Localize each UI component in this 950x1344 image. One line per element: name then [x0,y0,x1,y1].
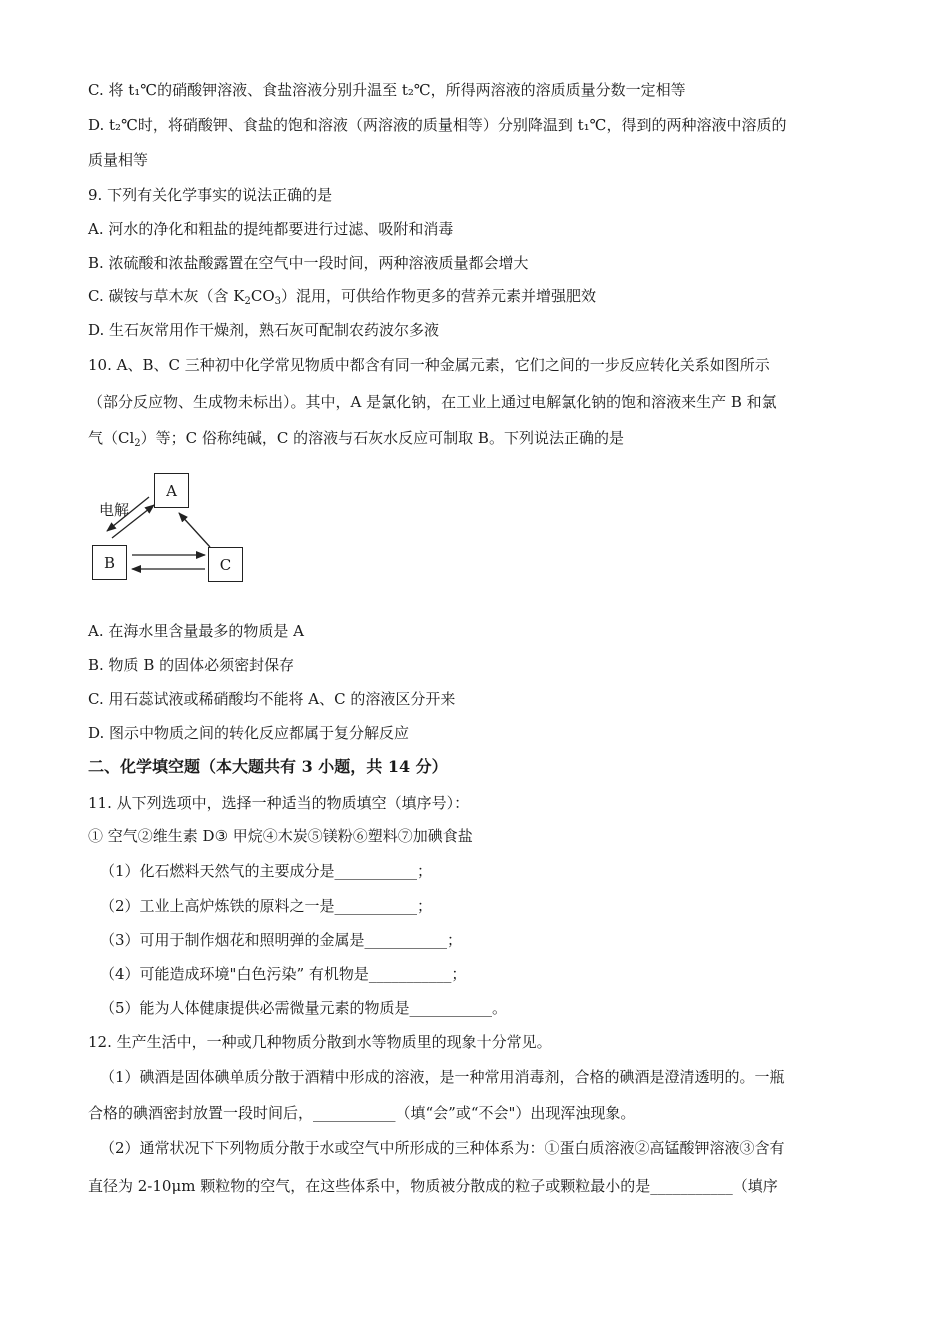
q11-part4: （4）可能造成环境"白色污染” 有机物是___________； [100,965,467,983]
q10-option-d: D. 图示中物质之间的转化反应都属于复分解反应 [88,724,410,742]
conversion-diagram [88,465,258,590]
q8-option-d: D. t₂℃时，将硝酸钾、食盐的饱和溶液（两溶液的质量相等）分别降温到 t₁℃，得到的两种溶液中溶质的 [88,116,787,134]
q12-part2-line2: 直径为 2-10μm 颗粒物的空气，在这些体系中，物质被分散成的粒子或颗粒最小的是___________（填序 [88,1177,778,1195]
q10-stem-line3-pre: 气（Cl [88,429,135,447]
q11-part1: （1）化石燃料天然气的主要成分是___________； [100,862,433,880]
q9-option-c-post: ）混用，可供给作物更多的营养元素并增强肥效 [281,287,597,305]
q10-stem-line3-post: ）等；C 俗称纯碱，C 的溶液与石灰水反应可制取 B。下列说法正确的是 [140,429,624,447]
q10-stem-line3 [88,428,624,448]
q11-part5: （5）能为人体健康提供必需微量元素的物质是___________。 [100,999,508,1017]
q11-stem: 11. 从下列选项中，选择一种适当的物质填空（填序号）： [88,794,470,812]
q9-option-c [88,286,596,306]
arrow-c-to-a [179,513,210,547]
q12-part2-line1: （2）通常状况下下列物质分散于水或空气中所形成的三种体系为：①蛋白质溶液②高锰酸钾溶液③含有 [100,1139,785,1157]
section-title-fill-in: 二、化学填空题（本大题共有 3 小题，共 14 分） [88,757,448,776]
q8-option-c: C. 将 t₁℃的硝酸钾溶液、食盐溶液分别升温至 t₂℃，所得两溶液的溶质质量分数一定相等 [88,81,686,99]
q11-choices: ① 空气②维生素 D③ 甲烷④木炭⑤镁粉⑥塑料⑦加碘食盐 [88,827,473,845]
diagram-node-b: B [92,545,127,580]
q9-option-a: A. 河水的净化和粗盐的提纯都要进行过滤、吸附和消毒 [88,220,454,238]
q11-part2: （2）工业上高炉炼铁的原料之一是___________； [100,897,433,915]
q9-option-b: B. 浓硫酸和浓盐酸露置在空气中一段时间，两种溶液质量都会增大 [88,254,529,272]
diagram-label-electrolysis: 电解 [99,501,130,519]
q12-stem: 12. 生产生活中，一种或几种物质分散到水等物质里的现象十分常见。 [88,1033,552,1051]
q9-option-c-mid: CO [250,287,275,305]
q10-option-a: A. 在海水里含量最多的物质是 A [88,622,304,640]
q9-option-c-sub1: 2 [244,296,251,307]
q12-part1-line1: （1）碘酒是固体碘单质分散于酒精中形成的溶液，是一种常用消毒剂，合格的碘酒是澄清透明的。一瓶 [100,1068,785,1086]
q10-stem-line3-sub: 2 [134,438,141,449]
q10-option-b: B. 物质 B 的固体必须密封保存 [88,656,295,674]
q8-option-d-cont: 质量相等 [88,151,149,169]
q9-option-d: D. 生石灰常用作干燥剂，熟石灰可配制农药波尔多液 [88,321,440,339]
q9-stem: 9. 下列有关化学事实的说法正确的是 [88,186,333,204]
q9-option-c-sub2: 3 [274,296,281,307]
q12-part1-line2: 合格的碘酒密封放置一段时间后，___________（填“会”或“不会"）出现浑浊现象。 [88,1104,636,1122]
diagram-node-a: A [154,473,189,508]
q10-stem-line1: 10. A、B、C 三种初中化学常见物质中都含有同一种金属元素，它们之间的一步反应转化关系如图所示 [88,356,770,374]
diagram-node-c: C [208,547,243,582]
q10-stem-line2: （部分反应物、生成物未标出）。其中，A 是氯化钠，在工业上通过电解氯化钠的饱和溶液来生产 B 和氯 [88,393,777,411]
q11-part3: （3）可用于制作烟花和照明弹的金属是___________； [100,931,463,949]
q10-option-c: C. 用石蕊试液或稀硝酸均不能将 A、C 的溶液区分开来 [88,690,456,708]
q9-option-c-pre: C. 碳铵与草木灰（含 K [88,287,245,305]
